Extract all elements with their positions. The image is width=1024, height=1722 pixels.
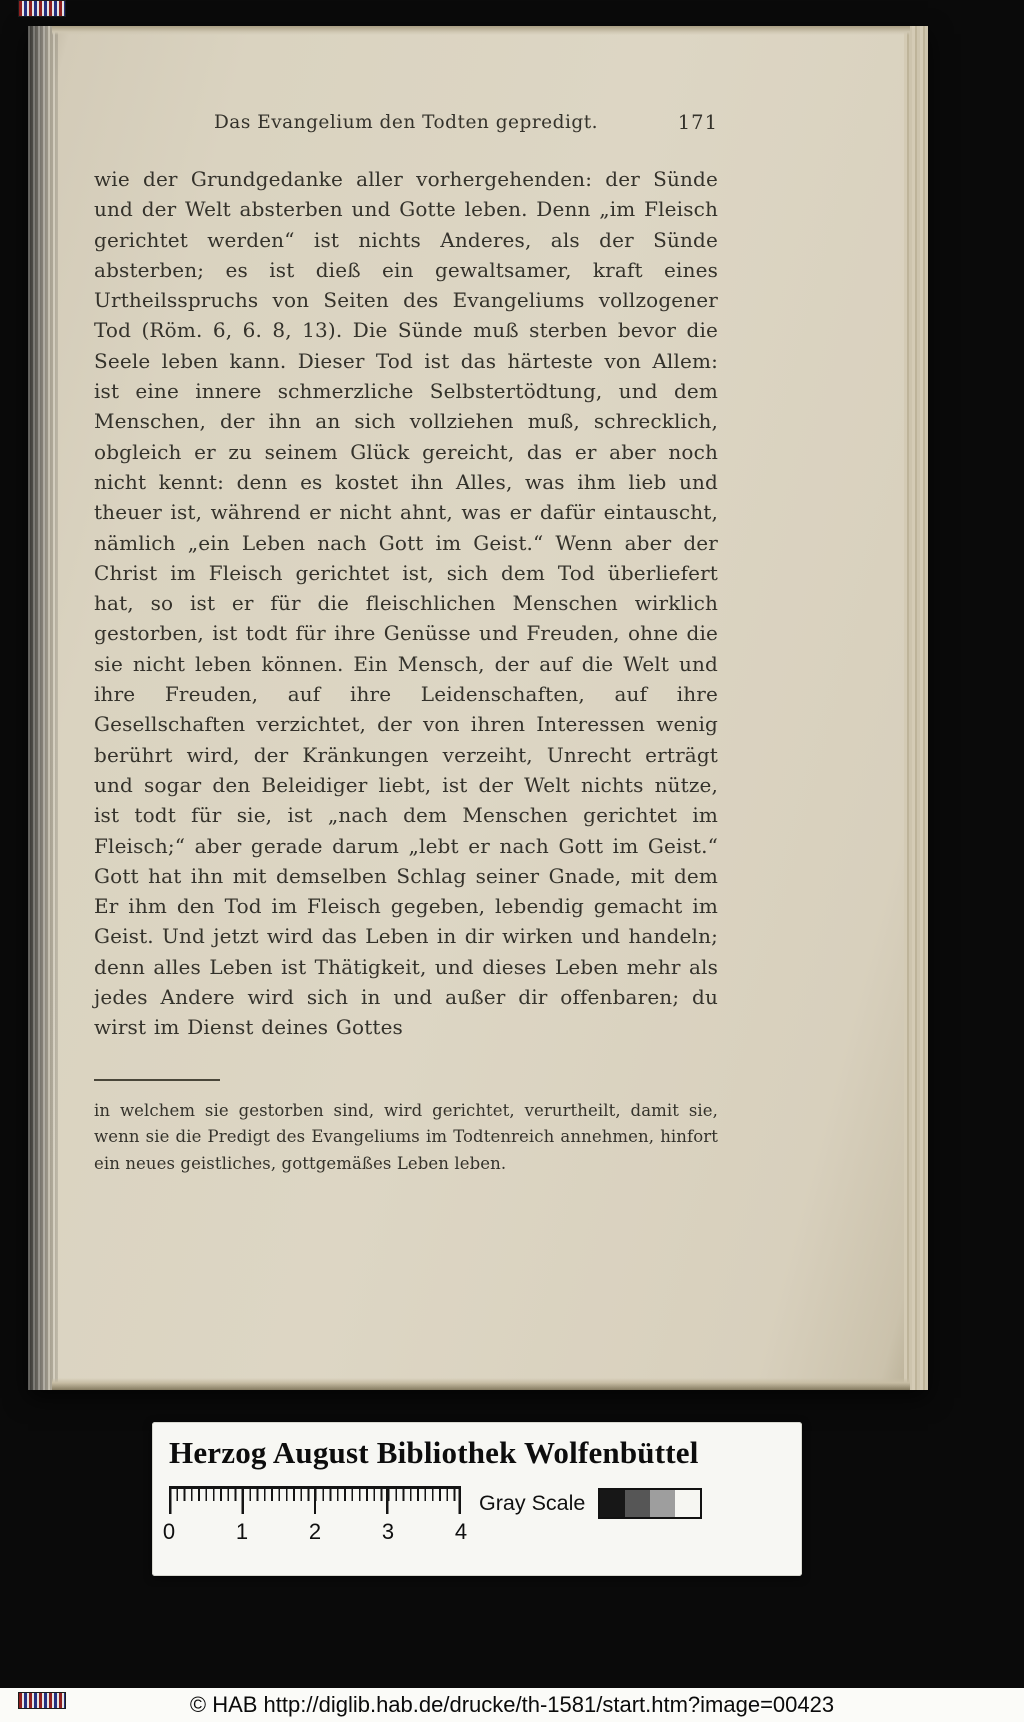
running-header bbox=[94, 112, 718, 133]
printed-text-block bbox=[94, 112, 718, 1177]
running-title: Das Evangelium den Todten gepredigt. bbox=[213, 112, 599, 133]
page-number: 171 bbox=[677, 111, 718, 134]
footnote-text: in welchem sie gestorben sind, wird gerichtet, verurtheilt, damit sie, wenn sie die Predigt des Evangeliums im Todtenreich annehmen, hinfort ein neues geistliches, gottgemäßes Leben leben. bbox=[94, 1100, 718, 1173]
ruler-number-3: 3 bbox=[381, 1519, 395, 1544]
color-calibration-strip-bottom bbox=[18, 1692, 66, 1709]
footnote-rule bbox=[94, 1079, 220, 1081]
gray-scale-label: Gray Scale bbox=[479, 1491, 586, 1515]
book-page-scan bbox=[28, 26, 928, 1390]
body-text: wie der Grundgedanke aller vorhergehenden: der Sünde und der Welt absterben und Gotte leben. Denn „im Fleisch gerichtet werden“ ist nichts Anderes, als der Sünde absterben; es ist dieß ein gewaltsamer, kraft eines Urtheilsspruchs von Seiten des Evangeliums vollzogener Tod (Röm. 6, 6. 8, 13). Die Sünde muß sterben bevor die Seele leben kann. Dieser Tod ist das härteste von Allem: ist eine innere schmerzliche Selbstertödtung, und dem Menschen, der ihn an sich vollziehen muß, schrecklich, obgleich er zu seinem Glück gereicht, das er aber noch nicht kennt: denn es kostet ihn Alles, was ihm lieb und theuer ist, während er nicht ahnt, was er dafür eintauscht, nämlich „ein Leben nach Gott im Geist.“ Wenn aber der Christ im Fleisch gerichtet ist, sich dem Tod überliefert hat, so ist er für die fleischlichen Menschen wirklich gestorben, ist todt für ihre Genüsse und Freuden, ohne die sie nicht leben können. Ein Mensch, der auf die Welt und ihre Freuden, auf ihre Leidenschaften, auf ihre Gesellschaften verzichtet, der von ihren Interessen wenig berührt wird, der Kränkungen verzeiht, Unrecht erträgt und sogar den Beleidiger liebt, ist der Welt nichts nütze, ist todt für sie, ist „nach dem Menschen gerichtet im Fleisch;“ aber gerade darum „lebt er nach Gott im Geist.“ Gott hat ihn mit demselben Schlag seiner Gnade, mit dem Er ihm den Tod im Fleisch gegeben, lebendig gemacht im Geist. Und jetzt wird das Leben in dir wirken und handeln; denn alles Leben ist Thätigkeit, und dieses Leben mehr als jedes Andere wird sich in und außer dir offenbaren; du wirst im Dienst deines Gottes bbox=[94, 167, 718, 1040]
library-label-plate bbox=[152, 1422, 802, 1576]
measurement-row bbox=[162, 1480, 702, 1545]
ruler-number-1: 1 bbox=[235, 1519, 249, 1544]
page-edge-top bbox=[52, 26, 910, 35]
caption-text: © HAB http://diglib.hab.de/drucke/th-1581/start.htm?image=00423 bbox=[189, 1692, 835, 1717]
ruler-number-4: 4 bbox=[454, 1519, 468, 1544]
page-stack-edge-left bbox=[28, 26, 58, 1390]
ruler-numbers bbox=[159, 1519, 471, 1545]
page-edge-bottom bbox=[52, 1378, 910, 1390]
color-calibration-strip-top bbox=[18, 0, 66, 17]
gray-patch-mid bbox=[650, 1490, 675, 1517]
caption-bar bbox=[0, 1688, 1024, 1722]
gray-patch-white bbox=[675, 1490, 700, 1517]
gray-patch-dark bbox=[625, 1490, 650, 1517]
institution-name: Herzog August Bibliothek Wolfenbüttel bbox=[169, 1435, 699, 1470]
ruler-number-0: 0 bbox=[162, 1519, 176, 1544]
ruler-number-2: 2 bbox=[308, 1519, 322, 1544]
ruler-ticks bbox=[169, 1486, 461, 1516]
gray-scale-patches bbox=[598, 1488, 702, 1519]
gray-scale-block bbox=[479, 1488, 702, 1519]
page-stack-edge-right bbox=[904, 26, 928, 1390]
ruler bbox=[162, 1486, 468, 1545]
gray-patch-black bbox=[600, 1490, 625, 1517]
